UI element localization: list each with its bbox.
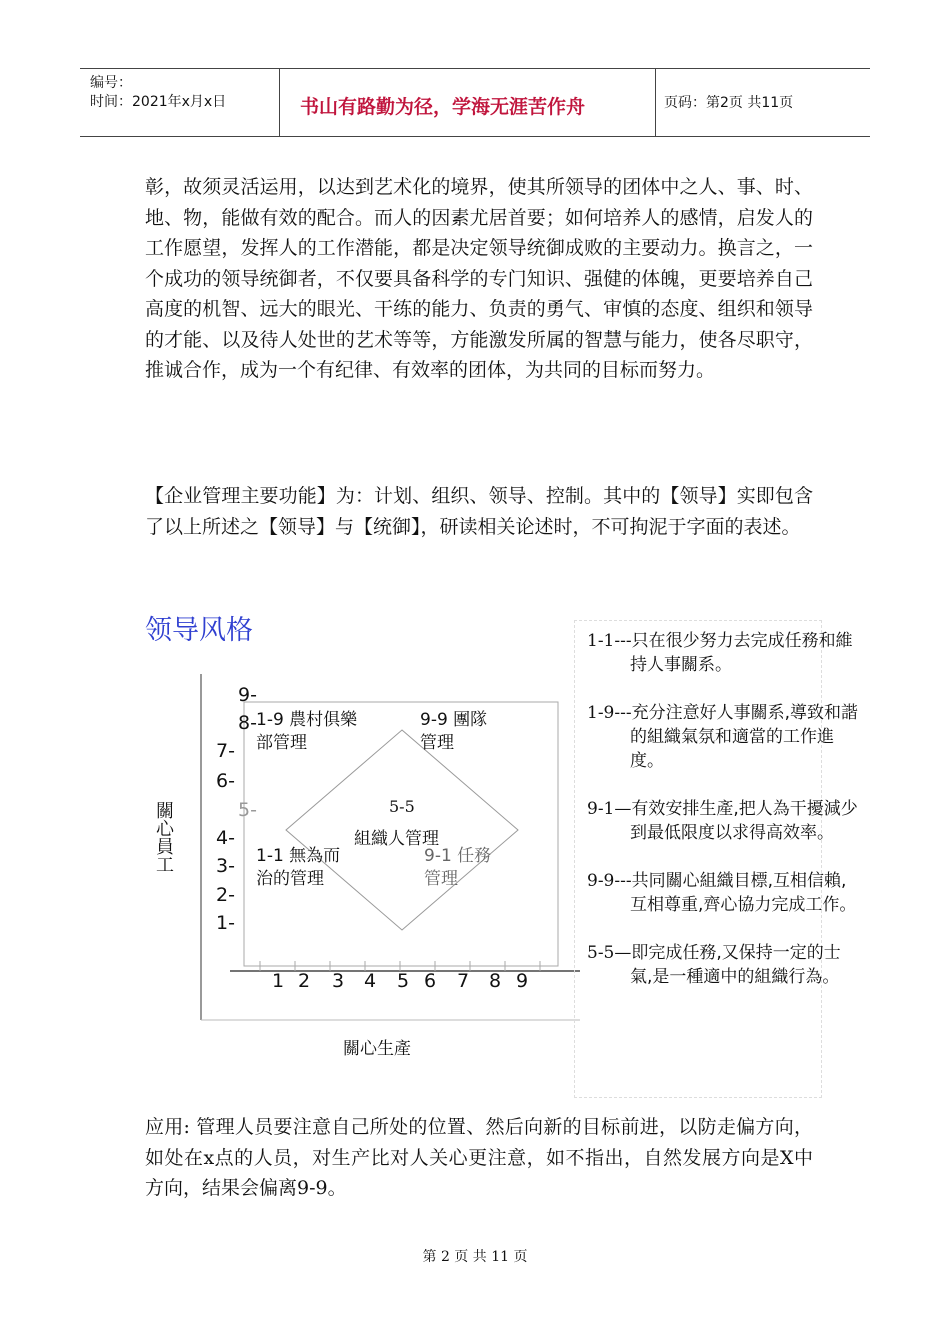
center-label: 組織人管理 [354,829,439,849]
x-tick-5: 5 [397,970,410,992]
x-tick-9: 9 [516,970,529,992]
quadrant-9-9: 9-9 團隊管理 [420,710,488,753]
y-axis-label: 關心員工 [153,801,174,873]
y-tick-9: 9- [238,684,257,706]
quadrant-1-1: 1-1 無為而治的管理 [256,846,341,889]
body-paragraph-2: 【企业管理主要功能】为：计划、组织、领导、控制。其中的【领导】实即包含了以上所述之【领导】与【统御】，研读相关论述时，不可拘泥于字面的表述。 [145,485,813,538]
x-axis-label: 關心生產 [343,1039,411,1059]
header-number-label: 编号： [90,75,132,91]
x-tick-8: 8 [489,970,502,992]
y-tick-4: 4- [216,827,235,849]
center-code: 5-5 [389,797,415,816]
legend-item-5-5: 5-5—即完成任務,又保持一定的士氣,是一種適中的組織行為。 [587,943,841,987]
header-page-info: 页码：第2页 共11页 [664,95,794,111]
x-tick-3: 3 [332,970,345,992]
header-top-rule [80,68,870,69]
x-tick-6: 6 [424,970,437,992]
application-paragraph: 应用: 管理人员要注意自己所处的位置、然后向新的目标前进，以防走偏方向，如处在x点的人员，对生产比对人关心更注意，如不指出，自然发展方向是X中方向，结果会偏离9-9。 [145,1116,813,1199]
y-tick-8: 8- [238,712,257,734]
header-bottom-rule [80,136,870,137]
legend-item-1-9: 1-9---充分注意好人事關系,導致和諧的組織氣氛和適當的工作進度。 [587,703,859,771]
y-tick-6: 6- [216,770,235,792]
y-tick-3: 3- [216,855,235,877]
header-divider-right [655,68,656,137]
legend-box [574,620,859,1098]
x-tick-7: 7 [457,970,470,992]
legend-item-9-1: 9-1—有效安排生產,把人為干擾減少到最低限度以求得高效率。 [587,799,858,843]
legend-item-1-1: 1-1---只在很少努力去完成任務和維持人事關系。 [587,631,853,675]
quadrant-1-9: 1-9 農村俱樂部管理 [256,710,358,753]
y-tick-1: 1- [216,912,235,934]
quadrant-9-1: 9-1 任務管理 [424,846,492,889]
legend-item-9-9: 9-9---共同關心組織目標,互相信賴,互相尊重,齊心協力完成工作。 [587,871,857,915]
y-tick-5: 5- [238,799,257,821]
x-tick-4: 4 [364,970,377,992]
header-motto: 书山有路勤为径，学海无涯苦作舟 [300,96,586,118]
y-tick-7: 7- [216,740,235,762]
y-tick-2: 2- [216,884,235,906]
body-paragraph-1: 彰，故须灵活运用，以达到艺术化的境界，使其所领导的团体中之人、事、时、地、物，能做有效的配合。而人的因素尤居首要；如何培养人的感情，启发人的工作愿望，发挥人的工作潜能，都是决定领导统御成败的主要动力。换言之，一个成功的领导统御者，不仅要具备科学的专门知识、强健的体魄，更要培养自己高度的机智、远大的眼光、干练的能力、负责的勇气、审慎的态度、组织和领导的才能、以及待人处世的艺术等等，方能激发所属的智慧与能力，使各尽职守，推诚合作，成为一个有纪律、有效率的团体，为共同的目标而努力。 [145,176,813,381]
page-footer: 第 2 页 共 11 页 [422,1249,528,1265]
section-heading: 领导风格 [145,615,253,646]
x-tick-2: 2 [298,970,311,992]
header-divider-left [279,68,280,137]
x-tick-1: 1 [272,970,285,992]
header-date: 时间：2021年x月x日 [90,94,227,110]
